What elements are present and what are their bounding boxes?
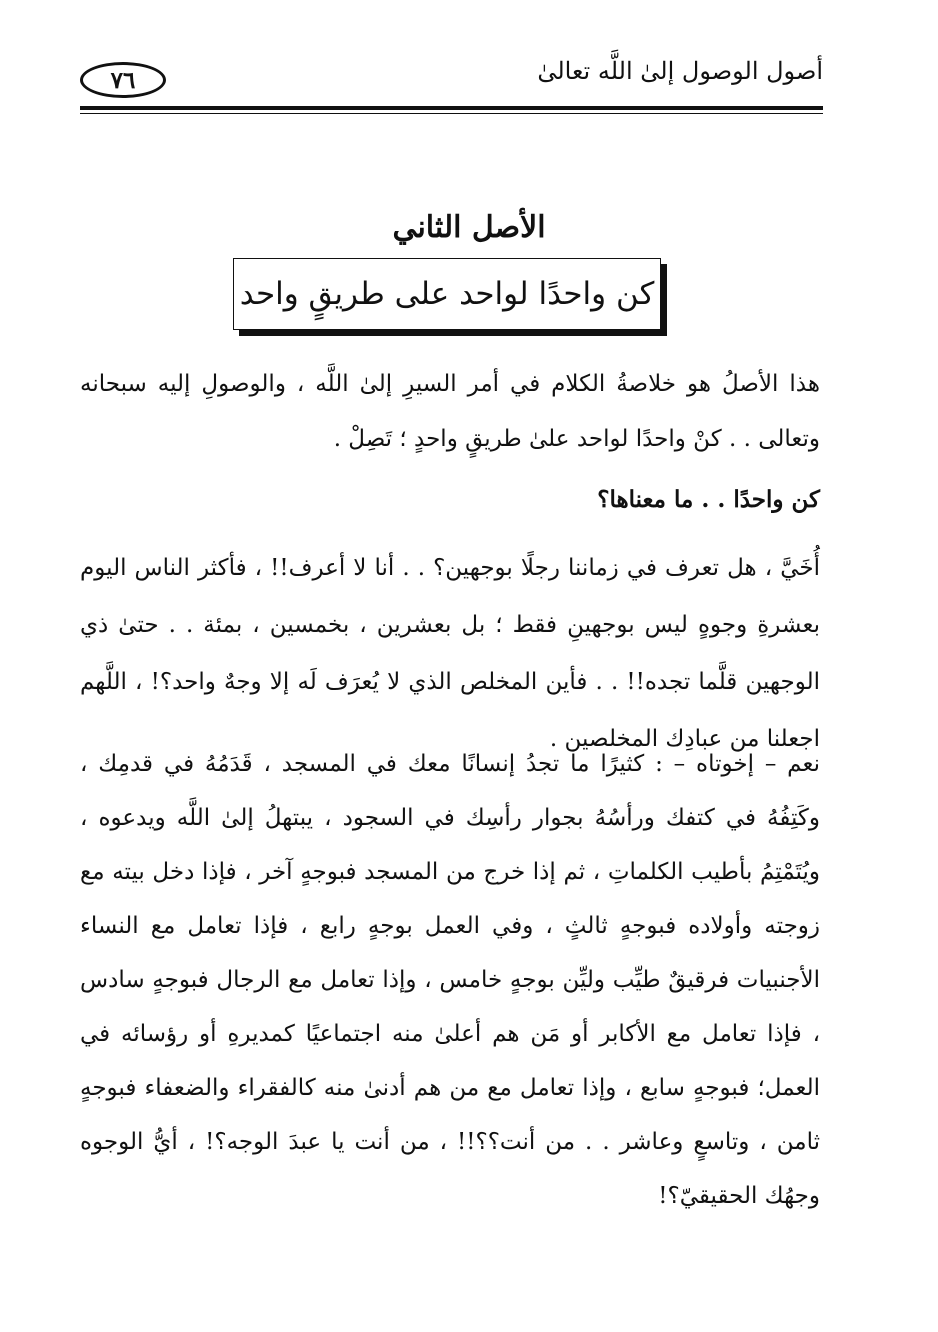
boxed-title: كن واحدًا لواحد على طريقٍ واحد xyxy=(233,258,661,330)
page-number: ٧٦ xyxy=(80,62,166,98)
header-rule-thin xyxy=(80,113,823,114)
page-header xyxy=(80,48,823,106)
header-rule-thick xyxy=(80,106,823,110)
body-paragraph: نعم – إخوتاه – : كثيرًا ما تجدُ إنسانًا معك في المسجد ، قَدَمُهُ في قدمِك ، وكَتِفُهُ في كتفك ورأسُهُ بجوار رأسِك في السجود ، يبتهلُ إلىٰ اللَّه ويدعوه ، ويُتَمْتِمُ بأطيب الكلماتِ ، ثم إذا خرج من المسجد فبوجهٍ آخر ، فإذا دخل بيته مع زوجته وأولاده فبوجهٍ ثالثٍ ، وفي العمل بوجهٍ رابع ، فإذا تعامل مع النساء الأجنبيات فرقيقٌ طيِّب وليِّن بوجهٍ خامس ، وإذا تعامل مع الرجال فبوجهٍ سادس ، فإذا تعامل مع الأكابر أو مَن هم أعلىٰ منه اجتماعيًا كمديرهِ أو رؤسائه في العمل؛ فبوجهٍ سابع ، وإذا تعامل مع من هم أدنىٰ منه كالفقراء والضعفاء فبوجهٍ ثامن ، وتاسعٍ وعاشر . . من أنت؟؟!! ، من أنت يا عبدَ الوجه؟! ، أيُّ الوجوه وجهُك الحقيقيّ؟! xyxy=(80,751,820,1209)
intro-paragraph: هذا الأصلُ هو خلاصةُ الكلام في أمر السيرِ إلىٰ اللَّه ، والوصولِ إليه سبحانه وتعالى . . كنْ واحدًا لواحد علىٰ طريقٍ واحدٍ ؛ تَصِلْ . xyxy=(80,371,820,452)
subheading: كن واحدًا . . ما معناها؟ xyxy=(597,486,820,513)
section-heading: الأصل الثاني xyxy=(392,210,546,245)
body-paragraph: أُخَيَّ ، هل تعرف في زماننا رجلًا بوجهين؟ . . أنا لا أعرف!! ، فأكثر الناس اليوم بعشرةِ وجوهٍ ليس بوجهينِ فقط ؛ بل بعشرين ، بخمسين ، بمئة . . حتىٰ ذي الوجهين قلَّما تجده!! . . فأين المخلص الذي لا يُعرَف لَه إلا وجهٌ واحد؟! ، اللَّهم اجعلنا من عبادِك المخلصين . xyxy=(80,555,820,752)
running-title: أصول الوصول إلىٰ اللَّه تعالىٰ xyxy=(537,57,823,85)
